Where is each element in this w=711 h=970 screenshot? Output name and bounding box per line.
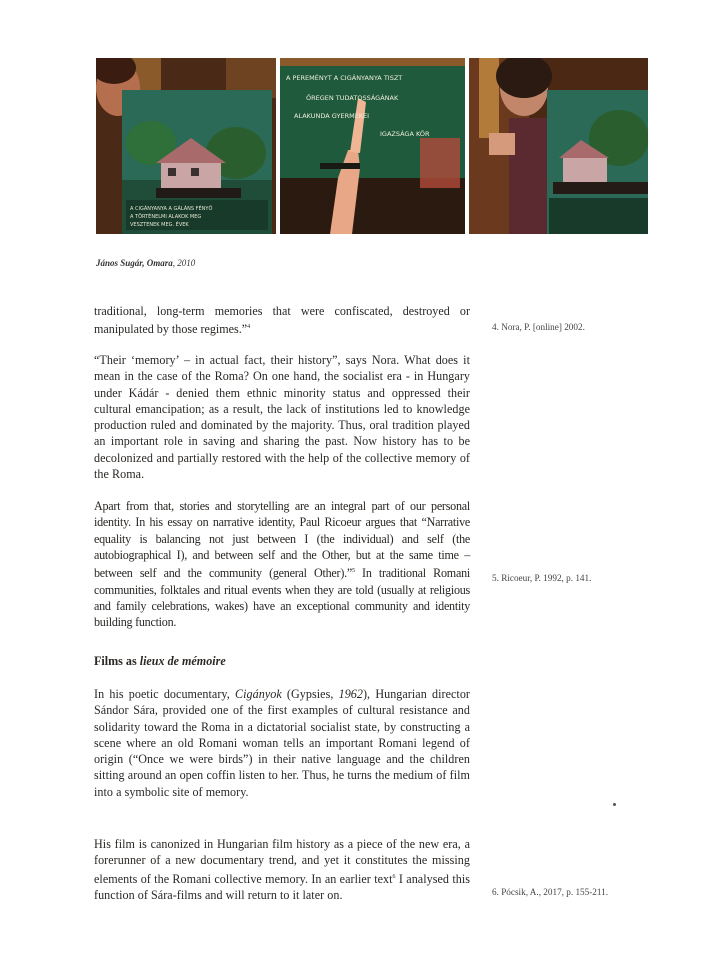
svg-text:A TÖRTÉNELMI ALAKOK MEG: A TÖRTÉNELMI ALAKOK MEG bbox=[130, 214, 202, 220]
film-year: 1962 bbox=[338, 687, 363, 701]
footnote-ref-4: 4 bbox=[247, 324, 251, 331]
photo-woman-with-painting bbox=[469, 58, 648, 234]
scan-speck bbox=[613, 803, 616, 806]
svg-text:A CIGÁNYANYA A GÁLÁNS FÉNYŐ: A CIGÁNYANYA A GÁLÁNS FÉNYŐ bbox=[130, 206, 213, 212]
section-heading bbox=[94, 653, 470, 669]
caption-author: János Sugár, Omara bbox=[96, 258, 173, 268]
section-heading-italic: lieux de mémoire bbox=[139, 654, 226, 668]
figure-photo-strip bbox=[96, 58, 648, 234]
paragraph-4 bbox=[94, 686, 470, 800]
paragraph-5-text-a: His film is canonized in Hungarian film history as a piece of the new era, a forerunner of a new documentary trend, and yet it constitutes the missing elements of the Romani collective memory. In an earlier text bbox=[94, 837, 470, 886]
paragraph-1-text: traditional, long-term memories that were confiscated, destroyed or manipulated by those regimes.” bbox=[94, 304, 470, 337]
svg-text:ALAKUNDA GYERMEKEI: ALAKUNDA GYERMEKEI bbox=[294, 112, 370, 120]
photo-woman-holding-painting bbox=[96, 58, 276, 234]
svg-text:A PEREMÉNYT A CIGÁNYANYA TISZT: A PEREMÉNYT A CIGÁNYANYA TISZT bbox=[286, 74, 403, 82]
svg-text:IGAZSÁGA KÖR: IGAZSÁGA KÖR bbox=[380, 130, 430, 138]
paragraph-3 bbox=[94, 498, 470, 630]
figure-caption: János Sugár, Omara, 2010 bbox=[96, 258, 196, 268]
paragraph-2-text: “Their ‘memory’ – in actual fact, their history”, says Nora. What does it mean in the case of the Roma? On one hand, the socialist era - in Hungary under Kádár - denied them ethnic minority status and oppressed their cultural emancipation; as a result, the lack of institutions led to knowledge production ruled and dominated by the majority. Thus, oral tradition played an important role in saving and sharing the past. Now history has to be decolonized and partially restored with the help of the collective memory of the Roma. bbox=[94, 353, 470, 482]
svg-text:ŐREGEN TUDATOSSÁGÁNAK: ŐREGEN TUDATOSSÁGÁNAK bbox=[306, 94, 399, 102]
paragraph-5 bbox=[94, 836, 470, 903]
photo-hand-pointing-text bbox=[280, 58, 465, 234]
paragraph-1 bbox=[94, 303, 470, 338]
paragraph-4-text-b: (Gypsies, bbox=[281, 687, 339, 701]
sidenote-5: 5. Ricoeur, P. 1992, p. 141. bbox=[492, 573, 592, 583]
sidenote-6: 6. Pócsik, A., 2017, p. 155-211. bbox=[492, 887, 609, 897]
caption-year: 2010 bbox=[177, 258, 196, 268]
paragraph-5-text-b: I analysed this function of Sára-films and will return to it later on. bbox=[94, 871, 470, 902]
film-title: Cigányok bbox=[235, 687, 282, 701]
footnote-ref-6: 6 bbox=[392, 873, 396, 880]
paragraph-2 bbox=[94, 352, 470, 482]
paragraph-4-text-c: ), Hungarian director Sándor Sára, provided one of the first examples of cultural resistance and solidarity toward the Roma in a dictatorial socialist state, by constructing a scene where an old Romani woman tells an important Romani legend of origin (“Once we were birds”) in their native language and the children sitting around an open coffin listen to her. Thus, he turns the medium of film into a symbolic site of memory. bbox=[94, 687, 470, 799]
paragraph-4-text-a: In his poetic documentary, bbox=[94, 687, 235, 701]
svg-text:VESZTENEK MEG. ÉVEK: VESZTENEK MEG. ÉVEK bbox=[130, 222, 189, 228]
sidenote-4: 4. Nora, P. [online] 2002. bbox=[492, 322, 585, 332]
footnote-ref-5: 5 bbox=[351, 568, 355, 575]
paragraph-3-text-b: In traditional Romani communities, folktales and ritual events when they are told (usually at religious and family celebrations, wakes) have an exceptional community and identity building function. bbox=[94, 566, 470, 630]
section-heading-text: Films as bbox=[94, 654, 140, 668]
paragraph-3-text-a: Apart from that, stories and storytelling are an integral part of our personal identity. In his essay on narrative identity, Paul Ricoeur argues that “Narrative equality is balancing not just between I (the individual) and self (the autobiographical I), and between self and the Other, but at the same time – between self and the community (general Other).” bbox=[94, 499, 470, 581]
